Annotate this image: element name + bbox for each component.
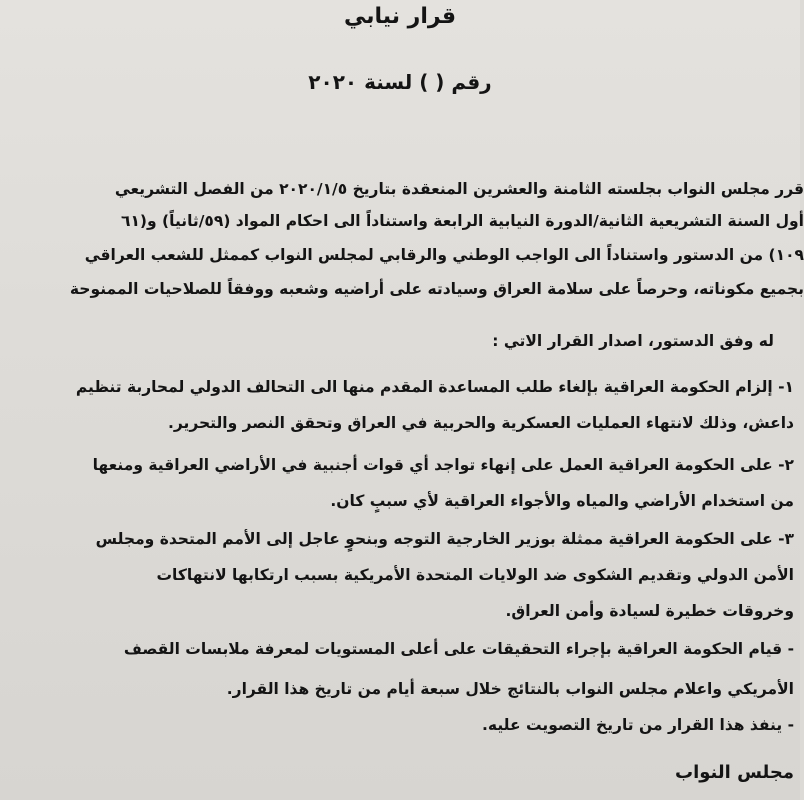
signature: مجلس النواب — [675, 762, 794, 783]
item-4-line: - قيام الحكومة العراقية بإجراء التحقيقات على أعلى المستويات لمعرفة ملابسات القصف — [123, 640, 794, 658]
document-title: قرار نيابي — [344, 4, 456, 29]
item-5-line: - ينفذ هذا القرار من تاريخ التصويت عليه. — [482, 716, 794, 734]
item-1-line: داعش، وذلك لانتهاء العمليات العسكرية والحربية في العراق وتحقق النصر والتحرير. — [167, 414, 794, 432]
preamble-line: قرر مجلس النواب بجلسته الثامنة والعشرين المنعقدة بتاريخ ٢٠٢٠/١/٥ من الفصل التشريعي — [114, 180, 804, 198]
item-4-line: الأمريكي واعلام مجلس النواب بالنتائج خلال سبعة أيام من تاريخ هذا القرار. — [226, 680, 794, 698]
resolution-number: رقم ( ) لسنة ٢٠٢٠ — [308, 70, 492, 94]
item-2-line: من استخدام الأراضي والمياه والأجواء العراقية لأي سببٍ كان. — [330, 492, 794, 510]
item-2-line: ٢- على الحكومة العراقية العمل على إنهاء تواجد أي قوات أجنبية في الأراضي العراقية ومنعها — [92, 456, 794, 474]
preamble-line: بجميع مكوناته، وحرصاً على سلامة العراق وسيادته على أراضيه وشعبه ووفقاً للصلاحيات الممنوحة — [69, 280, 804, 298]
preamble-line: له وفق الدستور، اصدار القرار الاتي : — [492, 332, 774, 350]
item-3-line: وخروقات خطيرة لسيادة وأمن العراق. — [505, 602, 794, 620]
item-1-line: ١- إلزام الحكومة العراقية بإلغاء طلب المساعدة المقدم منها الى التحالف الدولي لمحاربة تنظيم — [75, 378, 794, 396]
item-3-line: ٣- على الحكومة العراقية ممثلة بوزير الخارجية التوجه وبنحوٍ عاجل إلى الأمم المتحدة ومجلس — [95, 530, 794, 548]
preamble-line: أول السنة التشريعية الثانية/الدورة النيابية الرابعة واستناداً الى احكام المواد (٥٩/ثانياً) و(٦١ — [121, 212, 804, 230]
item-3-line: الأمن الدولي وتقديم الشكوى ضد الولايات المتحدة الأمريكية بسبب ارتكابها لانتهاكات — [156, 566, 794, 584]
preamble-line: ١٠٩) من الدستور واستناداً الى الواجب الوطني والرقابي لمجلس النواب كممثل للشعب العراقي — [84, 246, 804, 264]
